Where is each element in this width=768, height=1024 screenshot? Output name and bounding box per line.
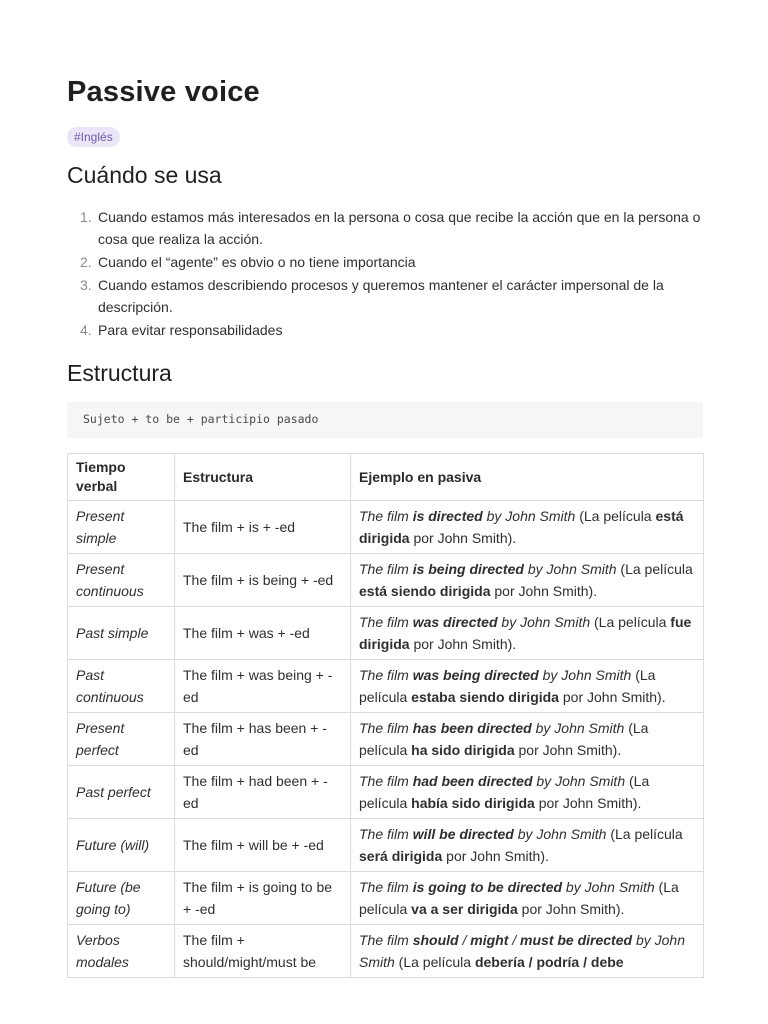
cell-structure: The film + is going to be + -ed: [175, 872, 351, 925]
cell-structure: The film + has been + -ed: [175, 713, 351, 766]
example-segment: was directed: [412, 614, 498, 630]
cell-example: [351, 607, 704, 660]
example-segment: /: [458, 932, 471, 948]
example-segment: por John Smith).: [558, 689, 666, 705]
table-row: [68, 501, 704, 554]
cell-example: [351, 925, 704, 978]
example-segment: by John Smith: [482, 508, 576, 524]
cell-structure: The film + was + -ed: [175, 607, 351, 660]
example-segment: is directed: [412, 508, 483, 524]
example-segment: (La película: [590, 614, 671, 630]
table-row: [68, 554, 704, 607]
passive-table: [67, 453, 704, 978]
example-segment: /: [508, 932, 521, 948]
table-row: [68, 660, 704, 713]
example-segment: should: [412, 932, 459, 948]
list-number: 1.: [80, 209, 92, 225]
cell-tense: Present simple: [68, 501, 175, 554]
example-segment: por John Smith).: [534, 795, 642, 811]
example-segment: The film: [359, 614, 413, 630]
example-segment: by John Smith: [531, 720, 625, 736]
code-block[interactable]: [67, 402, 703, 438]
example-segment: estaba siendo dirigida: [411, 689, 559, 705]
example-segment: by John Smith: [523, 561, 617, 577]
cell-tense: Present perfect: [68, 713, 175, 766]
cell-example: [351, 554, 704, 607]
example-segment: por John Smith).: [409, 636, 517, 652]
example-segment: (La película: [359, 667, 656, 705]
list-number: 4.: [80, 322, 92, 338]
example-segment: had been directed: [412, 773, 533, 789]
example-segment: might: [470, 932, 509, 948]
column-header-tense: Tiempo verbal: [68, 454, 175, 501]
list-item-text: Cuando estamos describiendo procesos y queremos mantener el carácter impersonal de la descripción.: [98, 277, 664, 315]
example-segment: was being directed: [412, 667, 539, 683]
example-segment: será dirigida: [359, 848, 443, 864]
example-segment: must be directed: [520, 932, 633, 948]
example-segment: by John Smith: [538, 667, 632, 683]
example-segment: por John Smith).: [409, 530, 517, 546]
example-segment: is going to be directed: [412, 879, 563, 895]
section-heading-uses: Cuándo se usa: [67, 162, 222, 188]
example-segment: by John Smith: [497, 614, 591, 630]
example-segment: por John Smith).: [517, 901, 625, 917]
uses-list: [67, 206, 703, 342]
example-segment: por John Smith).: [442, 848, 549, 864]
list-item-text: Cuando el “agente” es obvio o no tiene importancia: [98, 254, 416, 270]
example-segment: will be directed: [412, 826, 514, 842]
table-row: [68, 713, 704, 766]
example-segment: está siendo dirigida: [359, 583, 491, 599]
example-segment: by John Smith: [562, 879, 655, 895]
cell-example: [351, 766, 704, 819]
example-segment: ha sido dirigida: [411, 742, 515, 758]
cell-tense: Future (will): [68, 819, 175, 872]
example-segment: The film: [359, 932, 413, 948]
cell-example: [351, 713, 704, 766]
cell-tense: Past perfect: [68, 766, 175, 819]
example-segment: por John Smith).: [490, 583, 598, 599]
cell-example: [351, 660, 704, 713]
table-row: [68, 607, 704, 660]
cell-tense: Future (be going to): [68, 872, 175, 925]
example-segment: (La película: [394, 954, 475, 970]
example-segment: by John Smith: [359, 932, 685, 970]
list-item: [67, 206, 703, 250]
example-segment: (La película: [575, 508, 656, 524]
example-segment: The film: [359, 826, 413, 842]
cell-structure: The film + is + -ed: [175, 501, 351, 554]
cell-tense: Past continuous: [68, 660, 175, 713]
example-segment: by John Smith: [513, 826, 607, 842]
page-title: Passive voice: [67, 76, 260, 108]
cell-tense: Verbos modales: [68, 925, 175, 978]
example-segment: por John Smith).: [514, 742, 622, 758]
example-segment: The film: [359, 773, 413, 789]
example-segment: va a ser dirigida: [411, 901, 518, 917]
cell-example: [351, 819, 704, 872]
section-heading-structure: Estructura: [67, 360, 172, 386]
example-segment: is being directed: [412, 561, 524, 577]
example-segment: (La película: [359, 720, 649, 758]
example-segment: The film: [359, 879, 413, 895]
example-segment: The film: [359, 720, 413, 736]
example-segment: (La película: [359, 879, 679, 917]
table-row: [68, 819, 704, 872]
example-segment: (La película: [359, 773, 650, 811]
table-header-row: [68, 454, 704, 501]
cell-structure: The film + will be + -ed: [175, 819, 351, 872]
cell-structure: The film + was being + -ed: [175, 660, 351, 713]
table-row: [68, 766, 704, 819]
example-segment: está dirigida: [359, 508, 684, 546]
column-header-example: Ejemplo en pasiva: [351, 454, 704, 501]
cell-example: [351, 501, 704, 554]
cell-structure: The film + should/might/must be: [175, 925, 351, 978]
cell-tense: Past simple: [68, 607, 175, 660]
list-item: [67, 319, 703, 341]
example-segment: (La película: [616, 561, 693, 577]
example-segment: by John Smith: [532, 773, 626, 789]
table-body: [68, 501, 704, 978]
list-item: [67, 274, 703, 318]
list-item-text: Cuando estamos más interesados en la persona o cosa que recibe la acción que en la persona o cosa que realiza la acción.: [98, 209, 701, 247]
example-segment: había sido dirigida: [411, 795, 535, 811]
example-segment: fue dirigida: [359, 614, 692, 652]
list-item: [67, 251, 703, 273]
cell-example: [351, 872, 704, 925]
column-header-structure: Estructura: [175, 454, 351, 501]
example-segment: (La película: [606, 826, 683, 842]
list-number: 3.: [80, 277, 92, 293]
cell-tense: Present continuous: [68, 554, 175, 607]
table-row: [68, 925, 704, 978]
example-segment: The film: [359, 561, 413, 577]
list-item-text: Para evitar responsabilidades: [98, 322, 283, 338]
tag-badge[interactable]: #Inglés: [67, 127, 120, 147]
table-row: [68, 872, 704, 925]
code-text: Sujeto + to be + participio pasado: [83, 412, 319, 426]
example-segment: The film: [359, 667, 413, 683]
cell-structure: The film + is being + -ed: [175, 554, 351, 607]
example-segment: has been directed: [412, 720, 532, 736]
example-segment: The film: [359, 508, 413, 524]
example-segment: debería / podría / debe: [474, 954, 624, 970]
cell-structure: The film + had been + -ed: [175, 766, 351, 819]
list-number: 2.: [80, 254, 92, 270]
